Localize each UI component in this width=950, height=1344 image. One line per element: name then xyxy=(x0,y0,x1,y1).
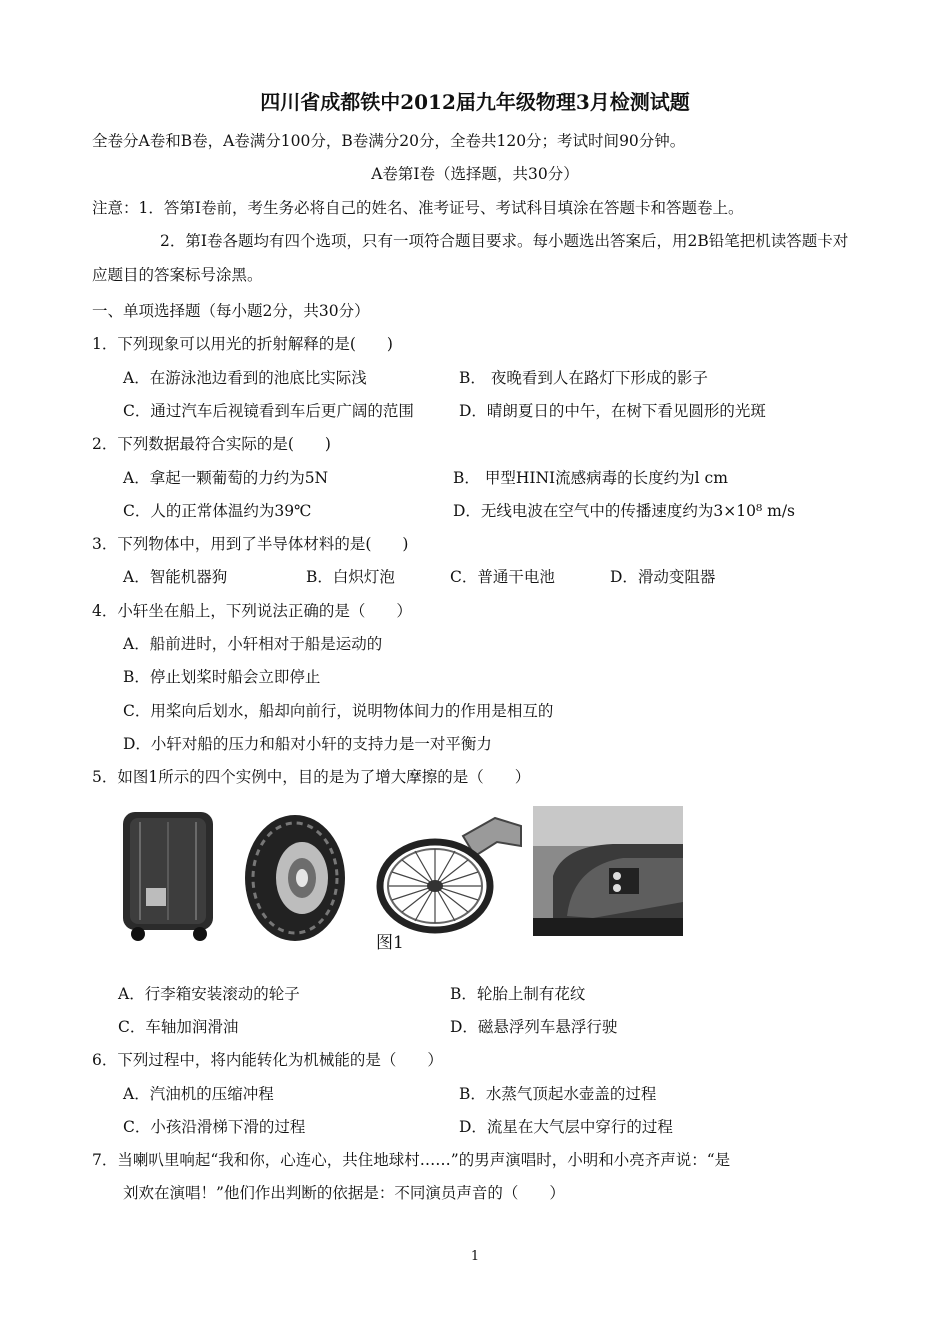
q5-option-c: C．车轴加润滑油 xyxy=(118,1018,239,1036)
section-heading: A卷第I卷（选择题，共30分） xyxy=(371,165,579,183)
bicycle-wheel-image xyxy=(375,812,523,942)
q5-stem: 5．如图1所示的四个实例中，目的是为了增大摩擦的是（ ） xyxy=(92,768,531,786)
figure-caption: 图1 xyxy=(376,933,404,953)
q1-option-d: D．晴朗夏日的中午，在树下看见圆形的光斑 xyxy=(459,402,766,420)
note-2: 2．第I卷各题均有四个选项，只有一项符合题目要求。每小题选出答案后，用2B铅笔把机读答题卡对 xyxy=(160,232,849,250)
q7-stem-continued: 刘欢在演唱！”他们作出判断的依据是：不同演员声音的（ ） xyxy=(123,1184,565,1202)
q6-stem: 6．下列过程中，将内能转化为机械能的是（ ） xyxy=(92,1051,443,1069)
page-title: 四川省成都铁中2012届九年级物理3月检测试题 xyxy=(260,90,690,114)
q4-option-b: B．停止划桨时船会立即停止 xyxy=(123,668,321,686)
q6-option-b: B．水蒸气顶起水壶盖的过程 xyxy=(459,1085,657,1103)
q4-option-c: C．用桨向后划水，船却向前行，说明物体间力的作用是相互的 xyxy=(123,702,554,720)
q4-option-a: A．船前进时，小轩相对于船是运动的 xyxy=(123,635,383,653)
q5-option-d: D．磁悬浮列车悬浮行驶 xyxy=(450,1018,618,1036)
q3-option-c: C．普通干电池 xyxy=(450,568,555,586)
page-number: 1 xyxy=(470,1249,480,1264)
q3-option-a: A．智能机器狗 xyxy=(123,568,228,586)
q4-option-d: D．小轩对船的压力和船对小轩的支持力是一对平衡力 xyxy=(123,735,492,753)
q2-stem: 2．下列数据最符合实际的是( ) xyxy=(92,435,331,453)
q2-option-a: A．拿起一颗葡萄的力约为5N xyxy=(123,469,329,487)
note-2-continued: 应题目的答案标号涂黑。 xyxy=(92,266,263,284)
q3-option-d: D．滑动变阻器 xyxy=(610,568,716,586)
q7-stem: 7．当喇叭里响起“我和你，心连心，共住地球村……”的男声演唱时，小明和小亮齐声说：“是 xyxy=(92,1151,731,1169)
q1-option-b: B． 夜晚看到人在路灯下形成的影子 xyxy=(459,369,708,387)
q5-option-a: A．行李箱安装滚动的轮子 xyxy=(118,985,300,1003)
part-heading: 一、单项选择题（每小题2分，共30分） xyxy=(92,302,370,320)
q1-stem: 1．下列现象可以用光的折射解释的是( ) xyxy=(92,335,393,353)
tire-image xyxy=(240,808,355,943)
q5-option-b: B．轮胎上制有花纹 xyxy=(450,985,586,1003)
q1-option-c: C．通过汽车后视镜看到车后更广阔的范围 xyxy=(123,402,414,420)
q2-option-c: C．人的正常体温约为39℃ xyxy=(123,502,312,520)
q6-option-a: A．汽油机的压缩冲程 xyxy=(123,1085,274,1103)
suitcase-image xyxy=(118,808,218,943)
q3-option-b: B．白炽灯泡 xyxy=(306,568,395,586)
q4-stem: 4．小轩坐在船上，下列说法正确的是（ ） xyxy=(92,602,412,620)
q2-option-b: B． 甲型HINI流感病毒的长度约为l cm xyxy=(453,469,728,487)
q1-option-a: A．在游泳池边看到的池底比实际浅 xyxy=(123,369,367,387)
q6-option-c: C．小孩沿滑梯下滑的过程 xyxy=(123,1118,306,1136)
q6-option-d: D．流星在大气层中穿行的过程 xyxy=(459,1118,673,1136)
exam-intro: 全卷分A卷和B卷，A卷满分100分，B卷满分20分，全卷共120分；考试时间90分钟。 xyxy=(92,132,686,150)
q3-stem: 3．下列物体中，用到了半导体材料的是( ) xyxy=(92,535,409,553)
maglev-train-image xyxy=(533,806,683,936)
note-1: 注意：1．答第I卷前，考生务必将自己的姓名、准考证号、考试科目填涂在答题卡和答题卷上。 xyxy=(92,199,744,217)
q2-option-d: D．无线电波在空气中的传播速度约为3×10⁸ m/s xyxy=(453,502,796,520)
